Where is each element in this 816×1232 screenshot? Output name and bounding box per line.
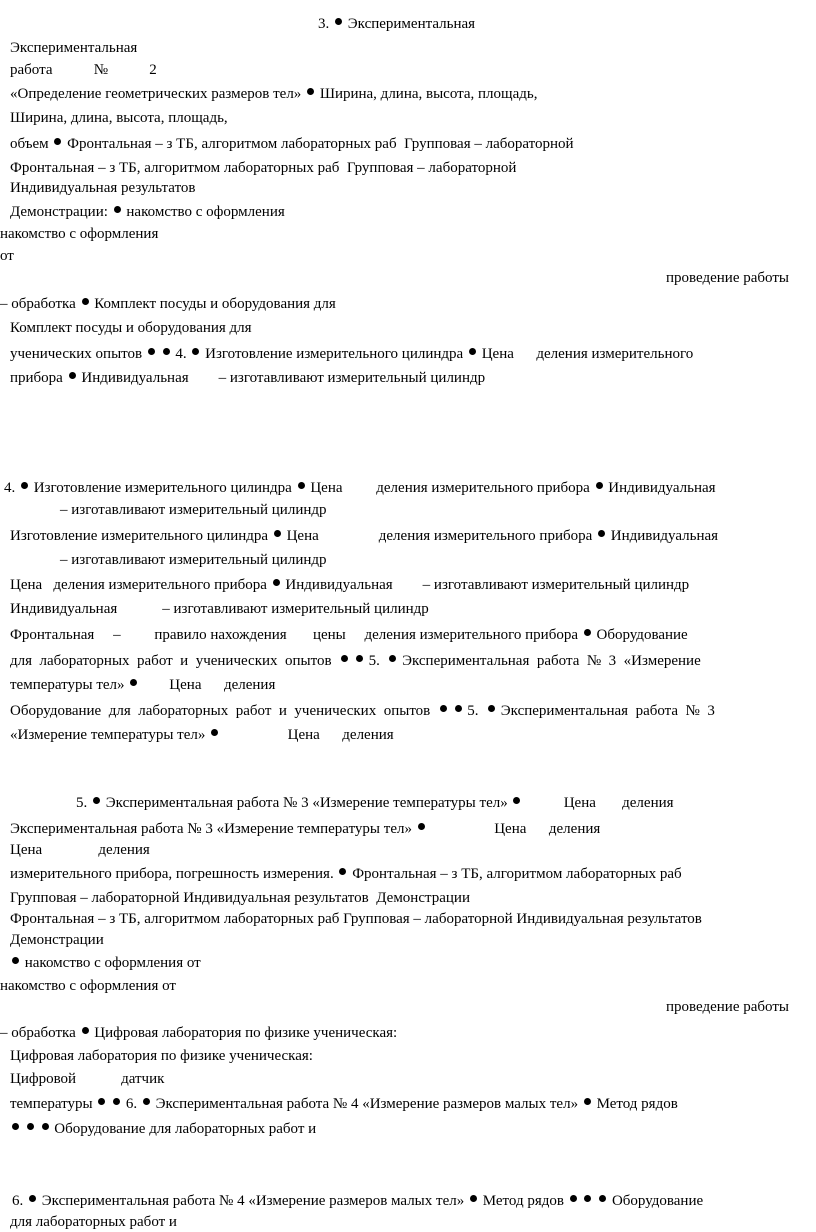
- line-text: Метод рядов: [478, 1193, 568, 1209]
- bullet-icon: [82, 1027, 89, 1034]
- text-line: [10, 1119, 316, 1139]
- line-text: Демонстрации:: [10, 204, 112, 220]
- line-text: Цифровая лаборатория по физике ученическая:: [90, 1025, 398, 1041]
- text-line: [60, 500, 327, 520]
- text-line: [666, 997, 789, 1017]
- bullet-icon: [274, 530, 281, 537]
- bullet-icon: [469, 348, 476, 355]
- line-text: «Определение геометрических размеров тел»: [10, 86, 306, 102]
- line-text: Цена деления измерительного прибора: [306, 480, 594, 496]
- bullet-icon: [440, 705, 447, 712]
- line-text: накомство с оформления от: [0, 978, 176, 994]
- line-text: Фронтальная – правило нахождения цены деления измерительного прибора: [10, 627, 582, 643]
- line-text: Оборудование: [608, 1193, 704, 1209]
- bullet-icon: [307, 88, 314, 95]
- text-line: [10, 1094, 678, 1114]
- line-text: Демонстрации: [10, 932, 104, 948]
- line-text: проведение работы: [666, 999, 789, 1015]
- line-text: Ширина, длина, высота, площадь,: [10, 110, 228, 126]
- bullet-icon: [339, 868, 346, 875]
- line-text: Цифровой датчик: [10, 1071, 165, 1087]
- text-line: [10, 953, 201, 973]
- bullet-icon: [69, 372, 76, 379]
- line-text: Цена деления: [139, 677, 276, 693]
- line-text: Оборудование для лабораторных работ и ученических опытов: [10, 703, 438, 719]
- text-line: [10, 1069, 164, 1089]
- bullet-icon: [98, 1098, 105, 1105]
- line-text: Изготовление измерительного цилиндра: [10, 528, 272, 544]
- text-line: [10, 725, 394, 745]
- text-line: [10, 344, 693, 364]
- line-text: Изготовление измерительного цилиндра: [30, 480, 296, 496]
- line-text: Фронтальная – з ТБ, алгоритмом лабораторных раб: [348, 866, 682, 882]
- text-line: [10, 675, 275, 695]
- text-line: [10, 888, 470, 908]
- line-text: Индивидуальная – изготавливают измерительный цилиндр: [10, 601, 429, 617]
- line-text: [593, 1193, 597, 1209]
- line-text: для лабораторных работ и: [10, 1214, 177, 1230]
- bullet-icon: [598, 530, 605, 537]
- line-text: Индивидуальная результатов: [10, 180, 196, 196]
- line-text: ученических опытов: [10, 346, 146, 362]
- bullet-icon: [148, 348, 155, 355]
- text-line: [60, 550, 327, 570]
- bullet-icon: [54, 138, 61, 145]
- line-text: Экспериментальная работа № 4 «Измерение размеров малых тел»: [151, 1096, 582, 1112]
- bullet-icon: [82, 298, 89, 305]
- bullet-icon: [488, 705, 495, 712]
- bullet-icon: [113, 1098, 120, 1105]
- line-text: Индивидуальная: [607, 528, 719, 544]
- line-text: 5.: [364, 653, 388, 669]
- line-text: накомство с оформления: [122, 204, 285, 220]
- line-text: Экспериментальная работа № 3 «Измерение температуры тел»: [10, 821, 416, 837]
- line-text: «Измерение температуры тел»: [10, 727, 210, 743]
- text-line: [0, 294, 336, 314]
- text-line: [10, 38, 137, 58]
- bullet-icon: [599, 1195, 606, 1202]
- line-text: для лабораторных работ и ученических опытов: [10, 653, 340, 669]
- line-text: – изготавливают измерительный цилиндр: [60, 502, 327, 518]
- line-text: [449, 703, 453, 719]
- bullet-icon: [298, 482, 305, 489]
- text-line: [10, 599, 429, 619]
- bullet-icon: [341, 655, 348, 662]
- line-text: Оборудование: [592, 627, 688, 643]
- text-line: [10, 1212, 177, 1232]
- line-text: Индивидуальная – изготавливают измерительный цилиндр: [77, 370, 486, 386]
- line-text: 4.: [4, 480, 19, 496]
- bullet-icon: [12, 957, 19, 964]
- line-text: Экспериментальная работа № 3 «Измерение температуры тел»: [102, 795, 512, 811]
- line-text: Фронтальная – з ТБ, алгоритмом лабораторных раб Групповая – лабораторной: [63, 136, 574, 152]
- line-text: [107, 1096, 111, 1112]
- text-line: [10, 202, 285, 222]
- line-text: Групповая – лабораторной Индивидуальная результатов Демонстрации: [10, 890, 470, 906]
- line-text: – обработка: [0, 1025, 80, 1041]
- line-text: Цена деления: [10, 842, 150, 858]
- text-line: [76, 793, 674, 813]
- text-line: [0, 224, 158, 244]
- line-text: Экспериментальная работа № 3 «Измерение: [398, 653, 701, 669]
- bullet-icon: [93, 797, 100, 804]
- text-line: [12, 1191, 703, 1211]
- bullet-icon: [596, 482, 603, 489]
- line-text: – обработка: [0, 296, 80, 312]
- text-line: [10, 575, 689, 595]
- line-text: 6.: [122, 1096, 141, 1112]
- line-text: температуры тел»: [10, 677, 129, 693]
- text-line: [10, 819, 600, 839]
- text-line: [10, 909, 702, 929]
- bullet-icon: [143, 1098, 150, 1105]
- line-text: Цена деления: [426, 821, 601, 837]
- text-line: [10, 60, 157, 80]
- line-text: накомство с оформления от: [21, 955, 201, 971]
- bullet-icon: [192, 348, 199, 355]
- line-text: Изготовление измерительного цилиндра: [201, 346, 467, 362]
- text-line: [10, 864, 682, 884]
- line-text: Индивидуальная – изготавливают измерительный цилиндр: [281, 577, 690, 593]
- line-text: Экспериментальная: [10, 40, 138, 56]
- text-line: [318, 14, 475, 34]
- bullet-icon: [335, 18, 342, 25]
- line-text: Цена деления: [220, 727, 394, 743]
- line-text: Оборудование для лабораторных работ и: [50, 1121, 317, 1137]
- bullet-icon: [21, 482, 28, 489]
- line-text: Фронтальная – з ТБ, алгоритмом лабораторных раб Групповая – лабораторной Индивидуальная результатов: [10, 911, 702, 927]
- text-line: [10, 651, 701, 671]
- line-text: – изготавливают измерительный цилиндр: [60, 552, 327, 568]
- line-text: [579, 1193, 583, 1209]
- text-line: [10, 625, 688, 645]
- line-text: проведение работы: [666, 270, 789, 286]
- bullet-icon: [389, 655, 396, 662]
- line-text: Цена деления: [522, 795, 674, 811]
- bullet-icon: [27, 1123, 34, 1130]
- bullet-icon: [12, 1123, 19, 1130]
- line-text: 5.: [76, 795, 91, 811]
- line-text: измерительного прибора, погрешность измерения.: [10, 866, 338, 882]
- text-line: [10, 1046, 313, 1066]
- line-text: Цена деления измерительного прибора: [10, 577, 271, 593]
- bullet-icon: [418, 823, 425, 830]
- line-text: от: [0, 248, 14, 264]
- text-line: [10, 701, 715, 721]
- line-text: Экспериментальная работа № 4 «Измерение размеров малых тел»: [38, 1193, 468, 1209]
- bullet-icon: [163, 348, 170, 355]
- line-text: накомство с оформления: [0, 226, 159, 242]
- bullet-icon: [273, 579, 280, 586]
- bullet-icon: [570, 1195, 577, 1202]
- line-text: объем: [10, 136, 53, 152]
- line-text: [36, 1121, 40, 1137]
- line-text: [21, 1121, 25, 1137]
- line-text: Цена деления измерительного прибора: [282, 528, 597, 544]
- text-line: [10, 526, 718, 546]
- line-text: Комплект посуды и оборудования для: [10, 320, 252, 336]
- bullet-icon: [114, 206, 121, 213]
- text-line: [4, 478, 716, 498]
- line-text: работа № 2: [10, 62, 157, 78]
- line-text: 4.: [171, 346, 191, 362]
- text-line: [10, 134, 574, 154]
- text-line: [10, 84, 537, 104]
- bullet-icon: [584, 1098, 591, 1105]
- bullet-icon: [584, 629, 591, 636]
- line-text: Экспериментальная: [344, 16, 476, 32]
- line-text: Метод рядов: [592, 1096, 678, 1112]
- bullet-icon: [29, 1195, 36, 1202]
- bullet-icon: [356, 655, 363, 662]
- line-text: Экспериментальная работа № 3: [497, 703, 715, 719]
- text-line: [10, 840, 150, 860]
- text-line: [0, 976, 176, 996]
- text-line: [10, 158, 516, 178]
- text-line: [10, 368, 485, 388]
- line-text: температуры: [10, 1096, 97, 1112]
- line-text: 5.: [463, 703, 487, 719]
- text-line: [0, 1023, 397, 1043]
- line-text: Индивидуальная: [604, 480, 716, 496]
- text-line: [10, 178, 196, 198]
- line-text: Цена деления измерительного: [477, 346, 694, 362]
- text-line: [10, 930, 104, 950]
- text-line: [666, 268, 789, 288]
- line-text: прибора: [10, 370, 67, 386]
- line-text: [157, 346, 161, 362]
- bullet-icon: [584, 1195, 591, 1202]
- bullet-icon: [513, 797, 520, 804]
- bullet-icon: [130, 679, 137, 686]
- text-line: [10, 318, 252, 338]
- line-text: Фронтальная – з ТБ, алгоритмом лабораторных раб Групповая – лабораторной: [10, 160, 517, 176]
- text-line: [0, 246, 14, 266]
- line-text: Ширина, длина, высота, площадь,: [316, 86, 538, 102]
- line-text: Цифровая лаборатория по физике ученическая:: [10, 1048, 313, 1064]
- bullet-icon: [470, 1195, 477, 1202]
- bullet-icon: [211, 729, 218, 736]
- line-text: 3.: [318, 16, 333, 32]
- line-text: 6.: [12, 1193, 27, 1209]
- bullet-icon: [455, 705, 462, 712]
- line-text: [350, 653, 354, 669]
- line-text: Комплект посуды и оборудования для: [90, 296, 336, 312]
- text-line: [10, 108, 228, 128]
- bullet-icon: [42, 1123, 49, 1130]
